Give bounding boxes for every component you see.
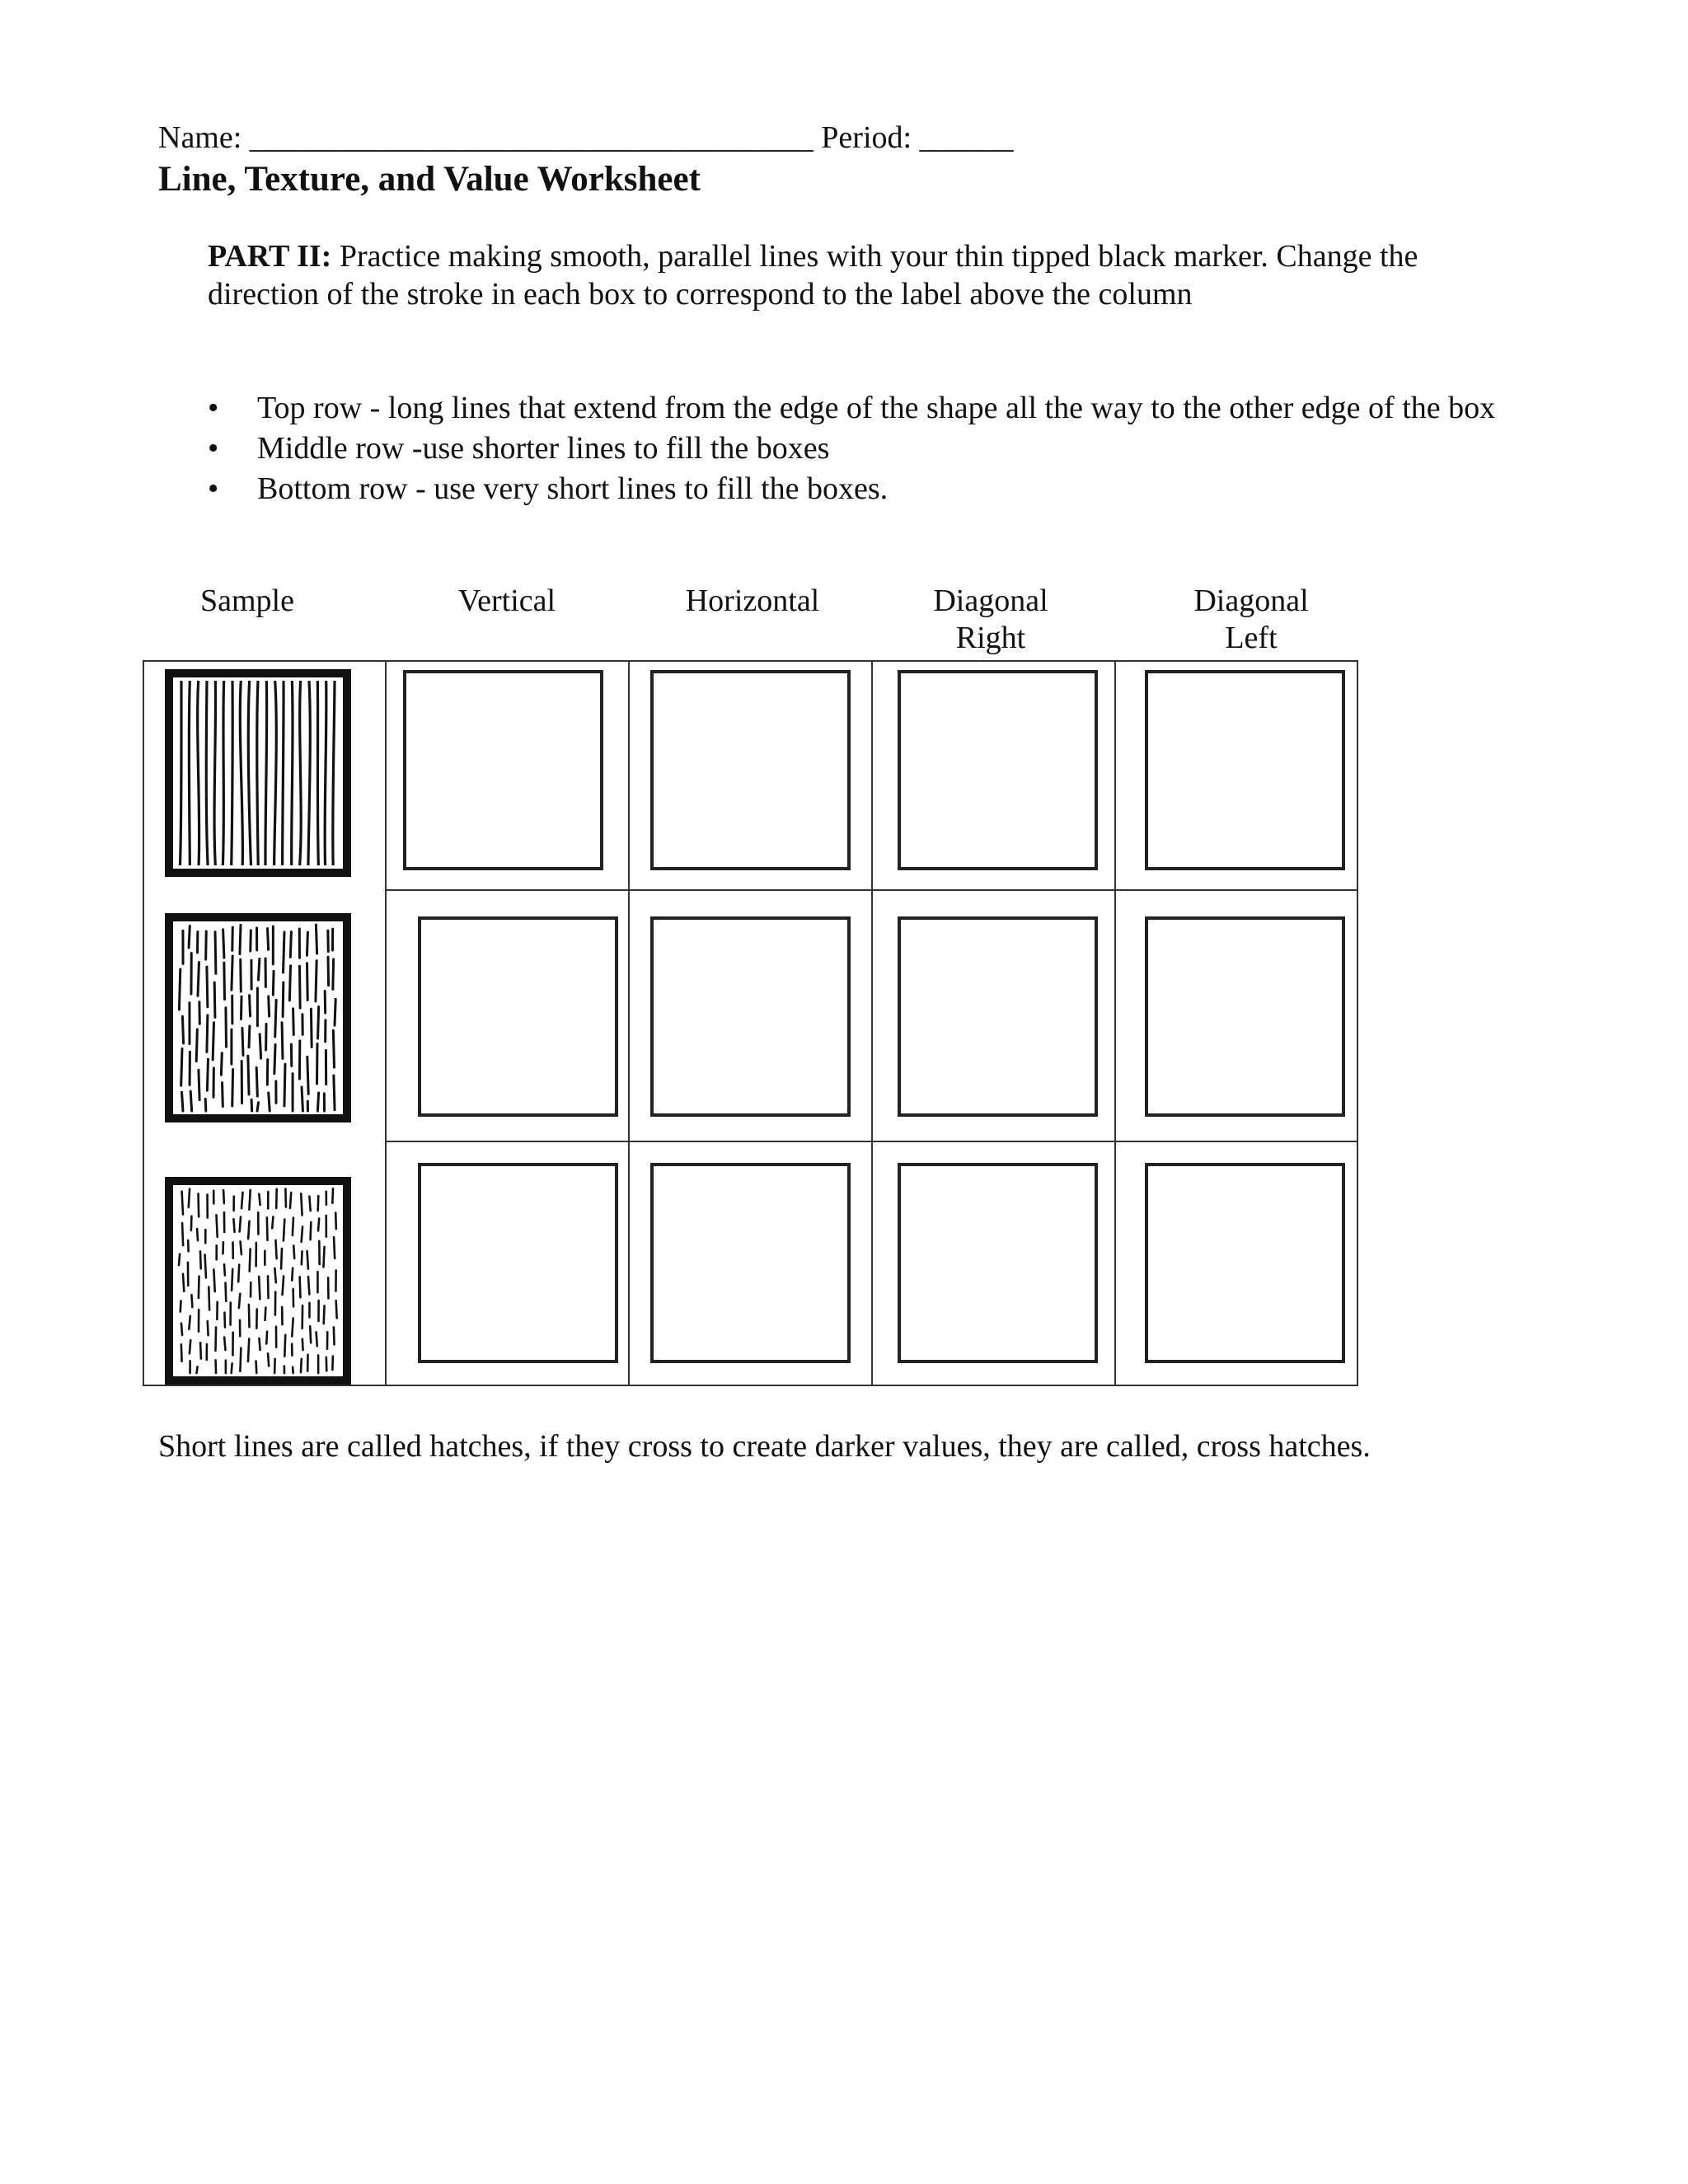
sample-stroke (300, 1277, 301, 1297)
sample-stroke (318, 1007, 319, 1038)
list-item: • Bottom row - use very short lines to fill the boxes. (208, 471, 889, 506)
sample-stroke (232, 927, 233, 950)
part-label: PART II: (208, 239, 332, 274)
sample-stroke (268, 1276, 269, 1298)
sample-stroke (293, 1245, 294, 1258)
sample-stroke (325, 991, 326, 1013)
sample-stroke (205, 1099, 206, 1111)
sample-stroke (332, 1188, 333, 1202)
sample-stroke (293, 1009, 294, 1035)
sample-stroke (214, 982, 215, 1017)
sample-stroke (275, 1000, 276, 1037)
sample-stroke (200, 1251, 201, 1268)
sample-stroke (240, 1347, 241, 1371)
sample-stroke (198, 962, 199, 996)
grid-divider (385, 660, 387, 1386)
sample-stroke (274, 1359, 275, 1373)
sample-stroke (249, 1190, 250, 1210)
sample-stroke (224, 963, 225, 999)
sample-stroke (268, 929, 269, 950)
sample-stroke (181, 1048, 182, 1085)
column-label-sample: Sample (200, 583, 294, 618)
list-item: • Top row - long lines that extend from the edge of the shape all the way to the other edge of the box (208, 391, 1496, 425)
sample-stroke (283, 982, 284, 1017)
sample-stroke (207, 1015, 208, 1052)
sample-stroke (240, 1217, 241, 1232)
sample-stroke (223, 930, 224, 958)
sample-stroke (283, 1276, 284, 1295)
sample-stroke (290, 932, 291, 958)
sample-stroke (224, 1313, 225, 1328)
sample-stroke (197, 1366, 198, 1373)
sample-stroke (216, 1215, 217, 1237)
sample-stroke (284, 1335, 285, 1357)
sample-stroke (232, 1070, 233, 1106)
sample-stroke (241, 1193, 242, 1208)
sample-stroke (205, 1254, 206, 1277)
sample-stroke (284, 1064, 285, 1106)
sample-stroke (182, 1223, 183, 1245)
sample-stroke (200, 1343, 201, 1358)
sample-stroke (301, 1359, 302, 1372)
bullet-icon: • (208, 471, 219, 506)
sample-stroke (207, 967, 208, 1007)
sample-stroke (265, 681, 267, 865)
sample-stroke (182, 1016, 183, 1043)
sample-stroke (334, 1237, 335, 1258)
sample-stroke (273, 971, 274, 995)
sample-stroke (239, 1294, 240, 1308)
grid-divider (871, 660, 873, 1386)
sample-stroke (183, 1274, 184, 1291)
sample-stroke (249, 1026, 250, 1047)
column-label-vertical: Vertical (457, 583, 556, 618)
sample-stroke (269, 1093, 270, 1111)
sample-stroke (300, 681, 302, 865)
sample-stroke (333, 1030, 334, 1067)
sample-stroke (181, 1344, 182, 1361)
bullet-icon: • (208, 391, 219, 425)
sample-stroke (318, 1196, 319, 1211)
sample-hatches-image (165, 1177, 351, 1385)
footer-note: Short lines are called hatches, if they cross to create darker values, they are called, cross hatches. (158, 1429, 1371, 1464)
sample-stroke (191, 1216, 192, 1230)
column-label-diagonal-left: Diagonal Left (1193, 583, 1309, 655)
sample-stroke (196, 1029, 197, 1062)
instruction-bullets (208, 389, 1526, 510)
sample-stroke (215, 1327, 216, 1350)
sample-stroke (226, 1008, 227, 1047)
sample-stroke (207, 1059, 208, 1090)
sample-stroke (316, 1332, 317, 1346)
practice-box-top-vertical[interactable] (403, 670, 603, 870)
sample-stroke (248, 1056, 249, 1094)
sample-stroke (335, 1213, 336, 1230)
practice-box-middle-diagonal-right[interactable] (898, 916, 1098, 1117)
name-period-line[interactable]: Name: ____________________________________ Period: ______ (158, 120, 1014, 155)
bullet-icon: • (208, 431, 219, 466)
sample-stroke (292, 681, 293, 865)
sample-stroke (238, 1265, 239, 1282)
sample-stroke (189, 681, 190, 865)
sample-stroke (334, 1327, 335, 1344)
instructions (208, 237, 1526, 313)
practice-box-middle-horizontal[interactable] (650, 916, 851, 1117)
practice-box-middle-diagonal-left[interactable] (1145, 916, 1345, 1117)
sample-short-lines-image (165, 913, 351, 1122)
sample-stroke (317, 681, 318, 865)
sample-stroke (181, 1324, 182, 1335)
sample-stroke (242, 1028, 243, 1055)
practice-box-bottom-vertical[interactable] (418, 1163, 618, 1363)
sample-stroke (325, 681, 326, 865)
sample-stroke (317, 1093, 318, 1111)
sample-stroke (299, 966, 300, 1008)
sample-stroke (233, 1219, 234, 1232)
sample-stroke (226, 1283, 227, 1301)
sample-stroke (290, 1193, 291, 1208)
practice-box-bottom-diagonal-right[interactable] (898, 1163, 1098, 1363)
sample-stroke (310, 1326, 311, 1343)
sample-stroke (334, 1076, 335, 1110)
sample-stroke (249, 1305, 250, 1327)
sample-stroke (248, 1221, 249, 1239)
sample-stroke (323, 1247, 324, 1268)
sample-stroke (251, 1099, 252, 1111)
column-label-horizontal: Horizontal (685, 583, 820, 618)
sample-stroke (283, 681, 284, 865)
list-item: • Middle row -use shorter lines to fill the boxes (208, 431, 830, 466)
sample-stroke (307, 1251, 308, 1269)
sample-stroke (281, 1249, 282, 1268)
sample-stroke (311, 1009, 312, 1047)
sample-stroke (311, 1222, 312, 1240)
sample-stroke (318, 1218, 319, 1230)
sample-stroke (268, 1353, 269, 1366)
sample-stroke (259, 1338, 260, 1350)
sample-stroke (197, 1229, 198, 1240)
sample-stroke (259, 1277, 260, 1299)
grid-divider (1114, 660, 1116, 1386)
sample-stroke (224, 1264, 225, 1275)
sample-stroke (256, 1361, 257, 1373)
practice-box-top-diagonal-right[interactable] (898, 670, 1098, 870)
sample-stroke (206, 931, 207, 959)
sample-stroke (182, 1192, 183, 1215)
sample-stroke (224, 1338, 225, 1350)
sample-stroke (301, 1193, 302, 1215)
sample-stroke (179, 1254, 180, 1265)
sample-stroke (214, 681, 215, 865)
sample-stroke (208, 1321, 209, 1335)
sample-stroke (216, 1360, 217, 1373)
sample-stroke (336, 1301, 337, 1318)
sample-stroke (250, 1249, 251, 1271)
sample-stroke (223, 1190, 224, 1203)
sample-stroke (267, 1217, 268, 1240)
sample-stroke (292, 1268, 293, 1281)
page-title: Line, Texture, and Value Worksheet (158, 160, 701, 199)
sample-stroke (265, 1308, 266, 1320)
instructions-text: Practice making smooth, parallel lines with your thin tipped black marker. Change the direction of the stroke in each box to correspond to the label above the column (208, 239, 1418, 312)
sample-stroke (240, 925, 241, 954)
sample-stroke (189, 926, 190, 947)
sample-stroke (307, 963, 308, 1001)
sample-long-lines-image (165, 669, 351, 877)
sample-stroke (248, 1338, 249, 1361)
sample-stroke (302, 1339, 303, 1350)
sample-stroke (274, 1044, 275, 1073)
sample-stroke (213, 1269, 214, 1291)
sample-stroke (282, 1023, 283, 1059)
practice-box-bottom-horizontal[interactable] (650, 1163, 851, 1363)
sample-stroke (266, 1332, 267, 1344)
sample-stroke (308, 1277, 309, 1294)
grid-divider (385, 1141, 1358, 1142)
sample-stroke (289, 966, 290, 1001)
sample-stroke (272, 1216, 273, 1228)
sample-stroke (190, 1091, 191, 1111)
sample-stroke (324, 1305, 325, 1324)
sample-stroke (180, 681, 181, 865)
sample-stroke (258, 958, 259, 980)
grid-divider (628, 660, 630, 1386)
sample-stroke (215, 932, 216, 973)
sample-stroke (189, 1189, 190, 1207)
practice-box-top-diagonal-left[interactable] (1145, 670, 1345, 870)
sample-stroke (257, 681, 258, 865)
sample-stroke (285, 1189, 286, 1207)
sample-stroke (256, 1067, 257, 1096)
sample-stroke (307, 1057, 308, 1094)
sample-stroke (189, 1316, 190, 1329)
sample-stroke (259, 1194, 260, 1205)
sample-stroke (333, 959, 334, 989)
sample-stroke (221, 1053, 222, 1076)
sample-stroke (332, 1357, 333, 1371)
sample-stroke (275, 1240, 276, 1258)
practice-box-top-horizontal[interactable] (650, 670, 851, 870)
sample-stroke (309, 1197, 310, 1211)
sample-stroke (257, 1103, 258, 1111)
sample-stroke (206, 681, 208, 865)
practice-box-middle-vertical[interactable] (418, 916, 618, 1117)
practice-box-bottom-diagonal-left[interactable] (1145, 1163, 1345, 1363)
sample-stroke (274, 1268, 275, 1282)
sample-stroke (328, 957, 329, 985)
sample-stroke (182, 1092, 183, 1111)
sample-stroke (250, 996, 251, 1016)
grid-divider (385, 889, 1358, 891)
sample-stroke (179, 969, 180, 1010)
sample-stroke (292, 1318, 293, 1336)
sample-stroke (269, 996, 270, 1016)
column-label-diagonal-right: Diagonal Right (933, 583, 1048, 655)
sample-stroke (191, 1295, 192, 1307)
sample-frame (169, 1181, 347, 1380)
